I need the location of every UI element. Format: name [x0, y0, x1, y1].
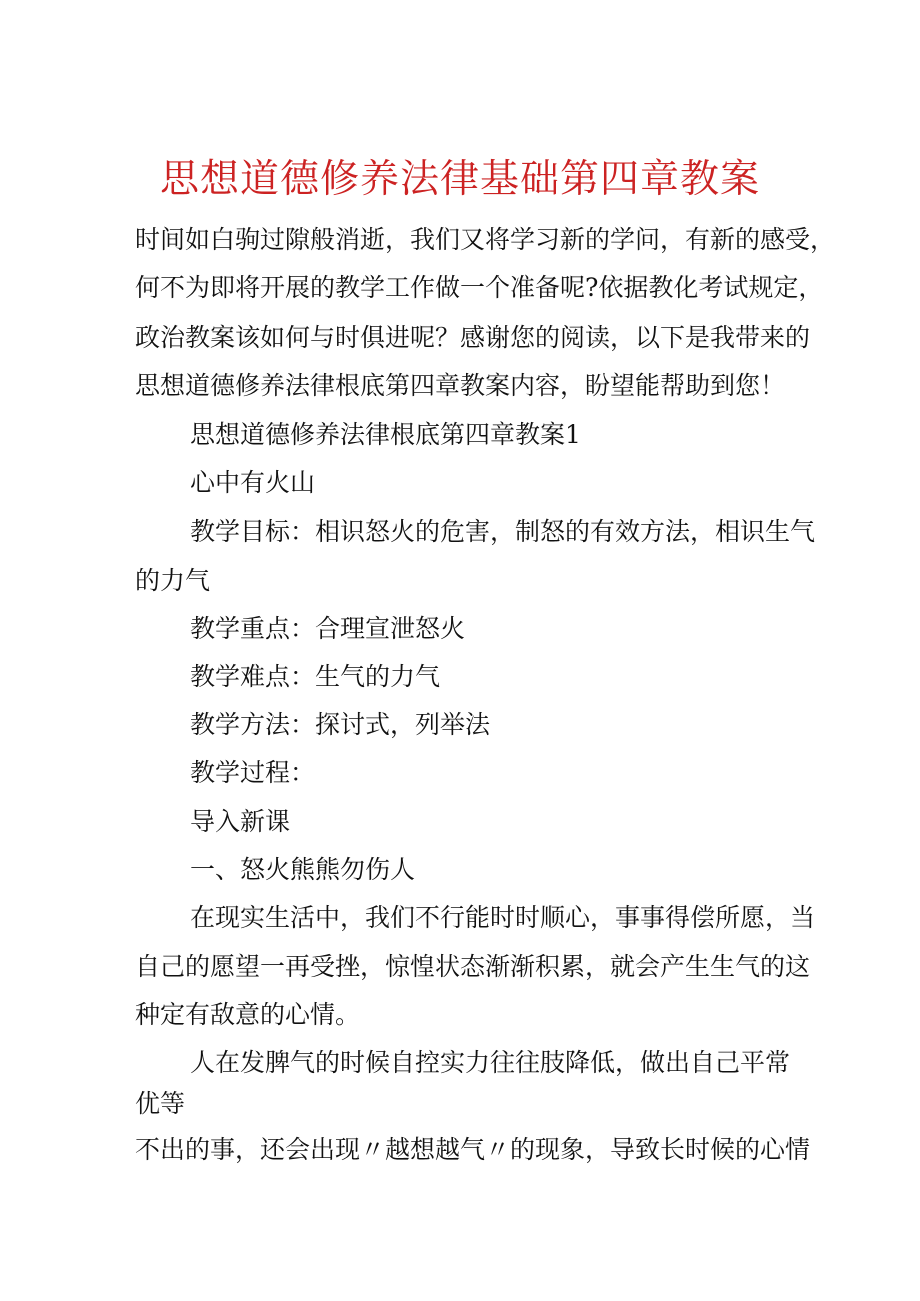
paragraph-line: 思想道德修养法律根底第四章教案内容，盼望能帮助到您！ — [135, 371, 786, 400]
subsection-heading: 一、怒火熊熊勿伤人 — [190, 855, 416, 884]
paragraph-line: 人在发脾气的时候自控实力往往肢降低，做出自己平常 — [190, 1048, 791, 1077]
lesson-title: 心中有火山 — [190, 468, 316, 497]
paragraph-line: 种定有敌意的心情。 — [135, 1000, 361, 1029]
teaching-goal-line: 教学目标：相识怒火的危害，制怒的有效方法，相识生气 — [190, 517, 816, 546]
teaching-key-point: 教学重点：合理宣泄怒火 — [190, 614, 466, 643]
teaching-difficulty: 教学难点：生气的力气 — [190, 662, 441, 691]
paragraph-line: 自己的愿望一再受挫，惊惶状态渐渐积累，就会产生生气的这 — [135, 952, 811, 981]
teaching-goal-line: 的力气 — [135, 566, 211, 595]
document-title: 思想道德修养法律基础第四章教案 — [159, 157, 760, 202]
paragraph-line: 在现实生活中，我们不行能时时顺心，事事得偿所愿，当 — [190, 903, 816, 932]
teaching-process: 教学过程： — [190, 758, 316, 787]
section-heading: 思想道德修养法律根底第四章教案1 — [190, 420, 581, 449]
teaching-method: 教学方法：探讨式，列举法 — [190, 710, 491, 739]
paragraph-line: 政治教案该如何与时俱进呢？感谢您的阅读，以下是我带来的 — [135, 323, 811, 352]
paragraph-line: 何不为即将开展的教学工作做一个准备呢?依据教化考试规定， — [135, 273, 824, 302]
intro-heading: 导入新课 — [190, 807, 291, 836]
paragraph-line: 不出的事，还会出现〃越想越气〃的现象，导致长时候的心情 — [135, 1135, 811, 1164]
paragraph-line: 优等 — [135, 1089, 186, 1118]
paragraph-line: 时间如白驹过隙般消逝，我们又将学习新的学问，有新的感受， — [135, 225, 836, 254]
